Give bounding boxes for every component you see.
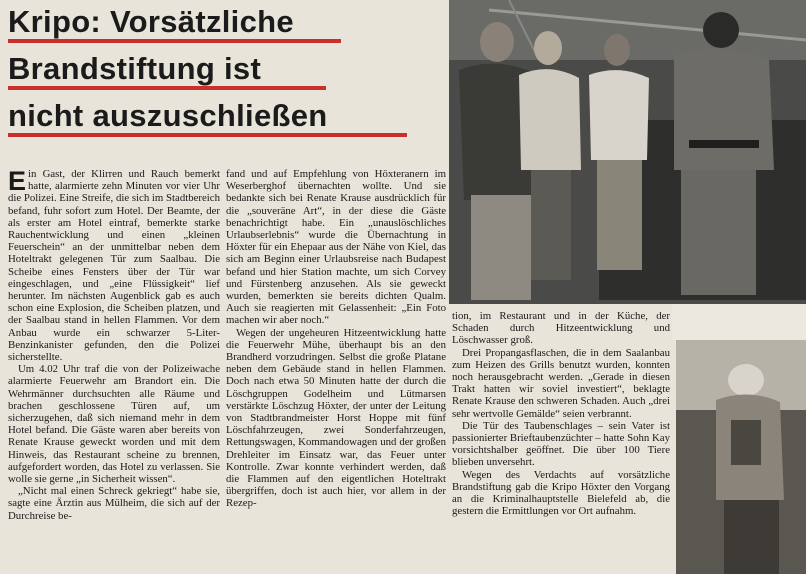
article-paragraph [8, 168, 220, 363]
fire-scene-photo [449, 0, 806, 304]
photo-illustration [676, 340, 806, 574]
article-paragraph: Wegen der ungeheuren Hitzeentwicklung hatte die Feuerwehr Mühe, überhaupt bis an den Brandherd vorzudringen. Selbst die große Platane neben dem Gebäude stand in hellen Flammen. Doch nach etwa 50 Minuten hatte der durch die Löschgruppen Godelheim und Lütmarsen verstärkte Löschzug Höxter, der unter der Leitung von Stadtbrandmeister Horst Hoppe mit fünf Löschfahrzeugen, zwei Sonderfahrzeugen, Rettungswagen, Kommandowagen und der großen Drehleiter im Einsatz war, das Feuer unter Kontrolle. Zwar konnte verhindert werden, daß die Flammen auf den eigentlichen Hoteltrakt übergriffen, doch ist auch hier, vor allem in der Rezep- [226, 326, 446, 510]
photo-scene-illustration [449, 0, 806, 304]
drop-cap: E [8, 168, 27, 196]
article-column-1 [8, 168, 220, 574]
article-paragraph: Drei Propangasflaschen, die in dem Saalanbau zum Heizen des Grills benutzt wurden, konnten noch herausgebracht werden. „Gerade in diesen Trakt hatten wir soviel investiert“, beklagte Renate Krause den schweren Schaden. Auch „drei sehr wertvolle Gemälde“ seien verbrannt. [452, 346, 670, 420]
article-paragraph: tion, im Restaurant und in der Küche, der Schaden durch Hitzeentwicklung und Löschwasser groß. [452, 310, 670, 347]
article-paragraph: „Nicht mal einen Schreck gekriegt“ habe sie, sagte eine Ärztin aus Mülheim, die sich auf der Durchreise be- [8, 485, 220, 522]
headline-line-2: Brandstiftung ist [8, 47, 438, 94]
article-paragraph: Die Tür des Taubenschlages – sein Vater ist passionierter Brieftaubenzüchter – hatte Sohn Kay vorsichtshalber geöffnet. Die über 100 Tiere blieben unversehrt. [452, 419, 670, 469]
article-paragraph: Wegen des Verdachts auf vorsätzliche Brandstiftung gab die Kripo Höxter den Vorgang an die Kriminalhauptstelle Bielefeld ab, die gestern die Ermittlungen vor Ort aufnahm. [452, 468, 670, 518]
paragraph-text: in Gast, der Klirren und Rauch bemerkt hatte, alarmierte zehn Minuten vor vier Uhr die Polizei. Eine Streife, die sich im Stadtbereich befand, fuhr sofort zum Hotel. Der Beamte, der als erster am Hotel eintraf, bemerkte starke Rauchentwicklung und einen „kleinen Feuerschein“ an der unmittelbar neben dem Hoteltrakt gelegenen Tür zum Saalbau. Die Scheibe eines Fensters über der Tür war eingeschlagen, und „eine Flüssigkeit“ lief herunter. Im nächsten Augenblick gab es auch schon eine Explosion, die Scheiben platzen, und der Saalbau stand in hellen Flammen. Vor dem Anbau wurde ein schwarzer 5-Liter-Benzinkanister gefunden, den die Polizei sicherstellte. [8, 168, 220, 364]
article-paragraph: Um 4.02 Uhr traf die von der Polizeiwache alarmierte Feuerwehr am Brandort ein. Die Wehrmänner durchsuchten alle Räume und brachen geschlossene Türen auf, um sicherzugehen, daß sich niemand mehr in dem Hotel befand. Die Gäste waren aber bereits von Renate Krause geweckt worden und mit dem Hinweis, das Restaurant scheine zu brennen, aufgefordert worden, das Hotel zu verlassen. Sie wolle sie gerne „in Sicherheit wissen“. [8, 363, 220, 486]
headline-line-3: nicht auszuschließen [8, 94, 438, 141]
article-paragraph: fand und auf Empfehlung von Höxteranern im Weserberghof übernachten wollte. Und sie bedankte sich bei Renate Krause ausdrücklich für die „souveräne Art“, in der diese die Gäste benachrichtigt habe. Ein „unauslöschliches Urlaubserlebnis“ wurde die Übernachtung in Höxter für ein Ehepaar aus der Nähe von Kiel, das sich am Beginn einer Urlaubsreise nach Budapest befand und hier Station machte, um sich Corvey und Fürstenberg anzusehen. Als sie geweckt wurden, bemerkten sie bereits dichten Qualm. Auch sie reagierten mit Gelassenheit: „Ein Foto machen wir aber noch.“ [226, 168, 446, 327]
blank-area [672, 304, 806, 340]
firefighter-photo [676, 340, 806, 574]
article-column-3 [452, 310, 670, 574]
headline [8, 0, 438, 141]
headline-line-1: Kripo: Vorsätzliche [8, 0, 438, 47]
article-column-2 [226, 168, 446, 574]
